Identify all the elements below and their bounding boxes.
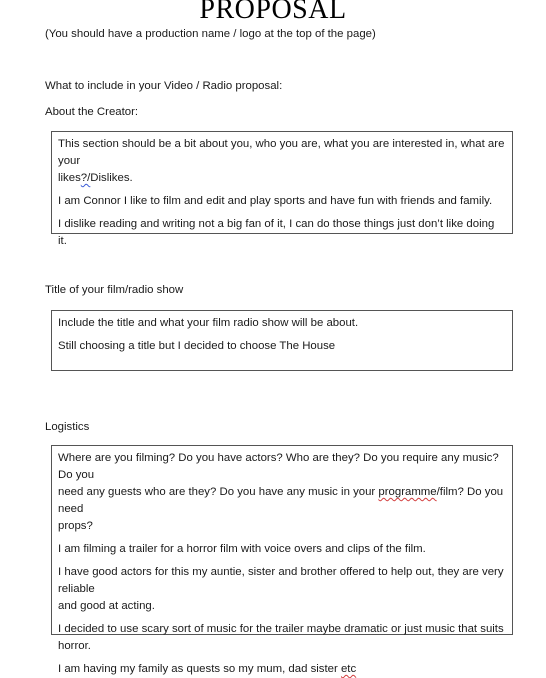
spelling-flag: programme [378,486,437,498]
title-section-label: Title of your film/radio show [45,284,184,296]
logistics-prompt [58,450,506,535]
logistics-answer-3: I decided to use scary sort of music for the trailer maybe dramatic or just music that suits horror. [58,623,504,652]
logistics-prompt-line2-end: /film? Do you need [58,486,504,515]
title-prompt: Include the title and what your film radio show will be about. [58,317,359,329]
creator-prompt-likes: likes [58,172,81,184]
logistics-prompt-line1: Where are you filming? Do you have actors? Who are they? Do you require any music? Do you [58,452,499,481]
spelling-flag: etc [340,663,357,675]
logistics-answer-2-line2: and good at acting. [58,600,155,612]
logistics-answer-2 [58,564,506,615]
creator-label: About the Creator: [45,106,139,118]
logistics-label: Logistics [45,421,90,433]
logistics-answer-1: I am filming a trailer for a horror film with voice overs and clips of the film. [58,543,426,555]
logistics-prompt-line2: need any guests who are they? Do you have any music in your [58,486,379,498]
creator-prompt [58,136,506,187]
creator-prompt-line1: This section should be a bit about you, who you are, what you are interested in, what are your [58,138,505,167]
title-box[interactable] [51,310,513,371]
include-heading: What to include in your Video / Radio proposal: [45,80,283,92]
creator-answer-2: I dislike reading and writing not a big fan of it, I can do those things just don’t like doing it. [58,218,495,247]
page-subtitle: (You should have a production name / logo at the top of the page) [45,28,376,40]
logistics-prompt-line3: props? [58,520,93,532]
creator-box[interactable] [51,131,513,247]
logistics-answer-2-line1: I have good actors for this my auntie, sister and brother offered to help out, they are very reliable [58,566,504,595]
grammar-flag: ?/ [80,172,91,184]
creator-prompt-dislikes: Dislikes. [90,172,133,184]
logistics-answer-4 [58,661,506,678]
page-title: PROPOSAL [199,0,347,25]
title-answer: Still choosing a title but I decided to choose The House [58,340,336,352]
creator-answer-1: I am Connor I like to film and edit and play sports and have fun with friends and family. [58,195,493,207]
logistics-box[interactable] [51,445,513,675]
logistics-answer-4-text: I am having my family as quests so my mum, dad sister [58,663,341,675]
